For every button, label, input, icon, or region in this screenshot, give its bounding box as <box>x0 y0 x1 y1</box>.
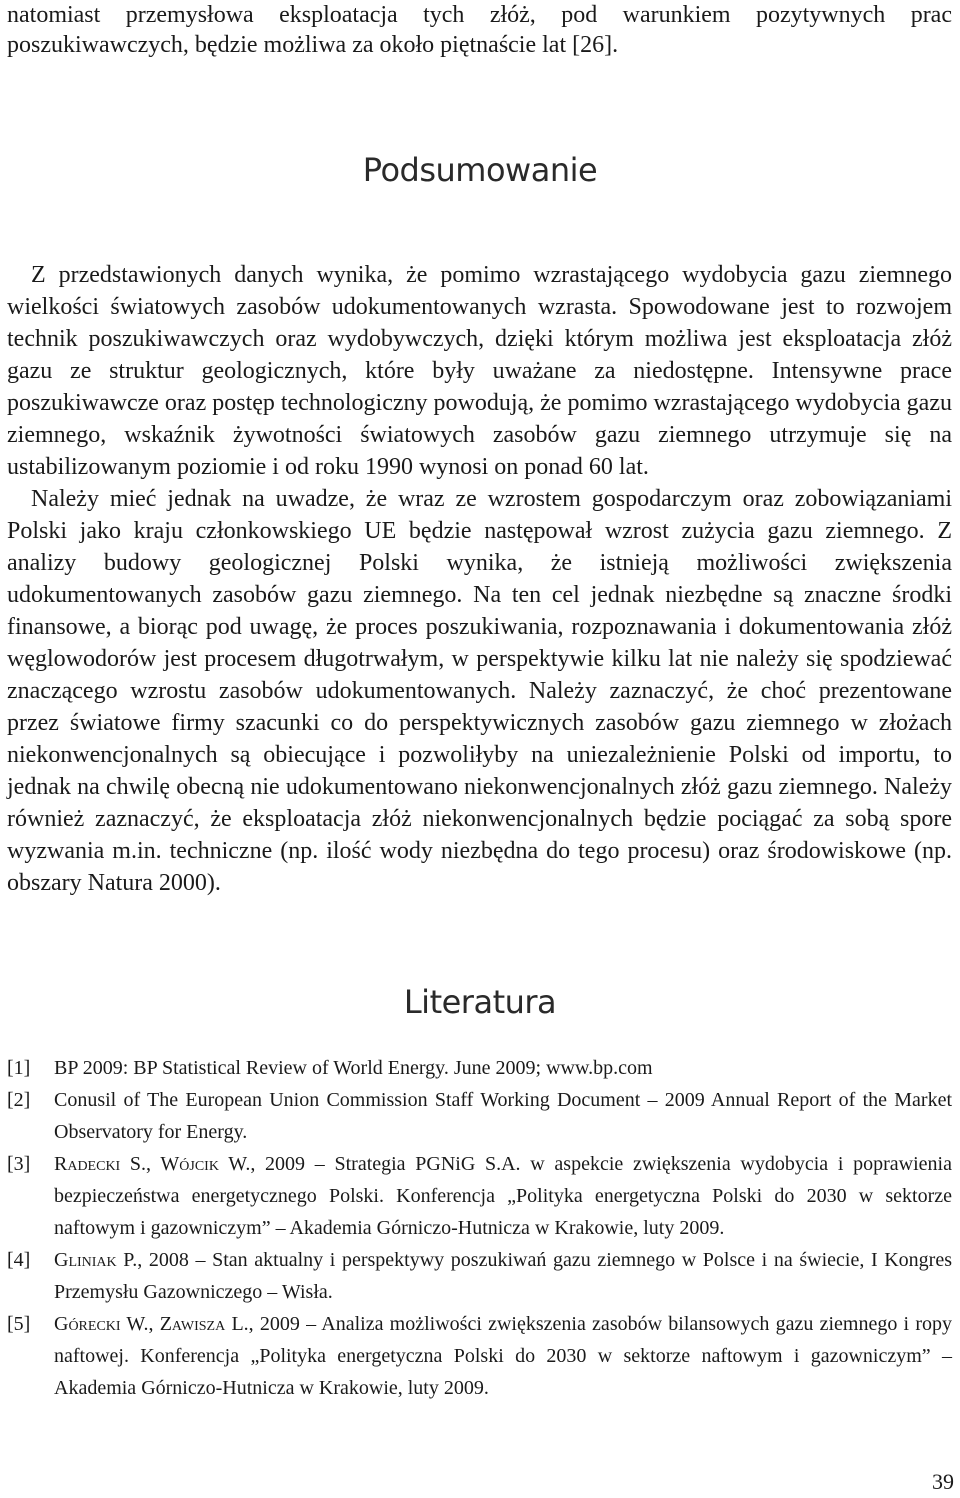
reference-text: , 2009 – Analiza możliwości zwiększenia zasobów bilansowych gazu ziemnego i ropy naftowej. Konferencja „Polityka energetyczna Polski do 2030 w sektorze naftowym i gazowniczym” – Akademia Górniczo-Hutnicza w Krakowie, luty 2009. <box>54 1313 952 1399</box>
reference-authors: Radecki S., Wójcik W. <box>54 1153 251 1175</box>
reference-text: , 2009 – Strategia PGNiG S.A. w aspekcie zwiększenia wydobycia i poprawienia bezpieczeństwa energetycznego Polski. Konferencja „Polityka energetyczna Polski do 2030 w sektorze naftowym i gazowniczym” – Akademia Górniczo-Hutnicza w Krakowie, luty 2009. <box>54 1153 952 1239</box>
reference-text: BP 2009: BP Statistical Review of World Energy. June 2009; www.bp.com <box>54 1057 653 1079</box>
reference-list <box>7 1052 952 1404</box>
reference-item <box>7 1084 952 1148</box>
literature-heading: Literatura <box>403 983 557 1021</box>
reference-item <box>7 1148 952 1244</box>
reference-text: Conusil of The European Union Commission Staff Working Document – 2009 Annual Report of the Market Observatory for Energy. <box>54 1089 952 1143</box>
reference-authors: Gliniak P. <box>54 1249 138 1271</box>
reference-number: [4] <box>7 1249 31 1271</box>
summary-body <box>7 259 952 899</box>
reference-number: [3] <box>7 1153 31 1175</box>
reference-text: , 2008 – Stan aktualny i perspektywy poszukiwań gazu ziemnego w Polsce i na świecie, I Kongres Przemysłu Gazowniczego – Wisła. <box>54 1249 953 1303</box>
intro-paragraph: natomiast przemysłowa eksploatacja tych złóż, pod warunkiem pozytywnych prac poszukiwawczych, będzie możliwa za około piętnaście lat [26]. <box>7 2 952 58</box>
reference-item <box>7 1308 952 1404</box>
summary-paragraph-1: Z przedstawionych danych wynika, że pomimo wzrastającego wydobycia gazu ziemnego wielkości światowych zasobów udokumentowanych wzrasta. Spowodowane jest to rozwojem technik poszukiwawczych oraz wydobywczych, dzięki którym możliwa jest eksploatacja złóż gazu ze struktur geologicznych, które były uważane za niedostępne. Intensywne prace poszukiwawcze oraz postęp technologiczny powodują, że pomimo wzrastającego wydobycia gazu ziemnego, wskaźnik żywotności światowych zasobów gazu ziemnego utrzymuje się na ustabilizowanym poziomie i od roku 1990 wynosi on ponad 60 lat. <box>7 262 952 480</box>
reference-number: [2] <box>7 1089 31 1111</box>
reference-authors: Górecki W., Zawisza L. <box>54 1313 249 1335</box>
summary-heading: Podsumowanie <box>362 151 598 189</box>
reference-item <box>7 1052 952 1084</box>
summary-paragraph-2: Należy mieć jednak na uwadze, że wraz ze wzrostem gospodarczym oraz zobowiązaniami Polski jako kraju członkowskiego UE będzie następował wzrost zużycia gazu ziemnego. Z analizy budowy geologicznej Polski wynika, że istnieją możliwości zwiększenia udokumentowanych zasobów gazu ziemnego. Na ten cel jednak niezbędne są znaczne środki finansowe, a biorąc pod uwagę, że proces poszukiwania, rozpoznawania i dokumentowania złóż węglowodorów jest procesem długotrwałym, w perspektywie kilku lat nie należy się spodziewać znaczącego wzrostu zasobów udokumentowanych. Należy zaznaczyć, że choć prezentowane przez światowe firmy szacunki co do perspektywicznych zasobów gazu ziemnego w złożach niekonwencjonalnych są obiecujące i pozwoliłyby na uniezależnienie Polski od importu, to jednak na chwilę obecną nie udokumentowano niekonwencjonalnych złóż gazu ziemnego. Należy również zaznaczyć, że eksploatacja złóż niekonwencjonalnych będzie pociągać za sobą spore wyzwania m.in. techniczne (np. ilość wody niezbędna do tego procesu) oraz środowiskowe (np. obszary Natura 2000). <box>7 486 952 896</box>
reference-number: [1] <box>7 1057 31 1079</box>
page-number: 39 <box>932 1469 954 1494</box>
reference-item <box>7 1244 952 1308</box>
reference-number: [5] <box>7 1313 31 1335</box>
